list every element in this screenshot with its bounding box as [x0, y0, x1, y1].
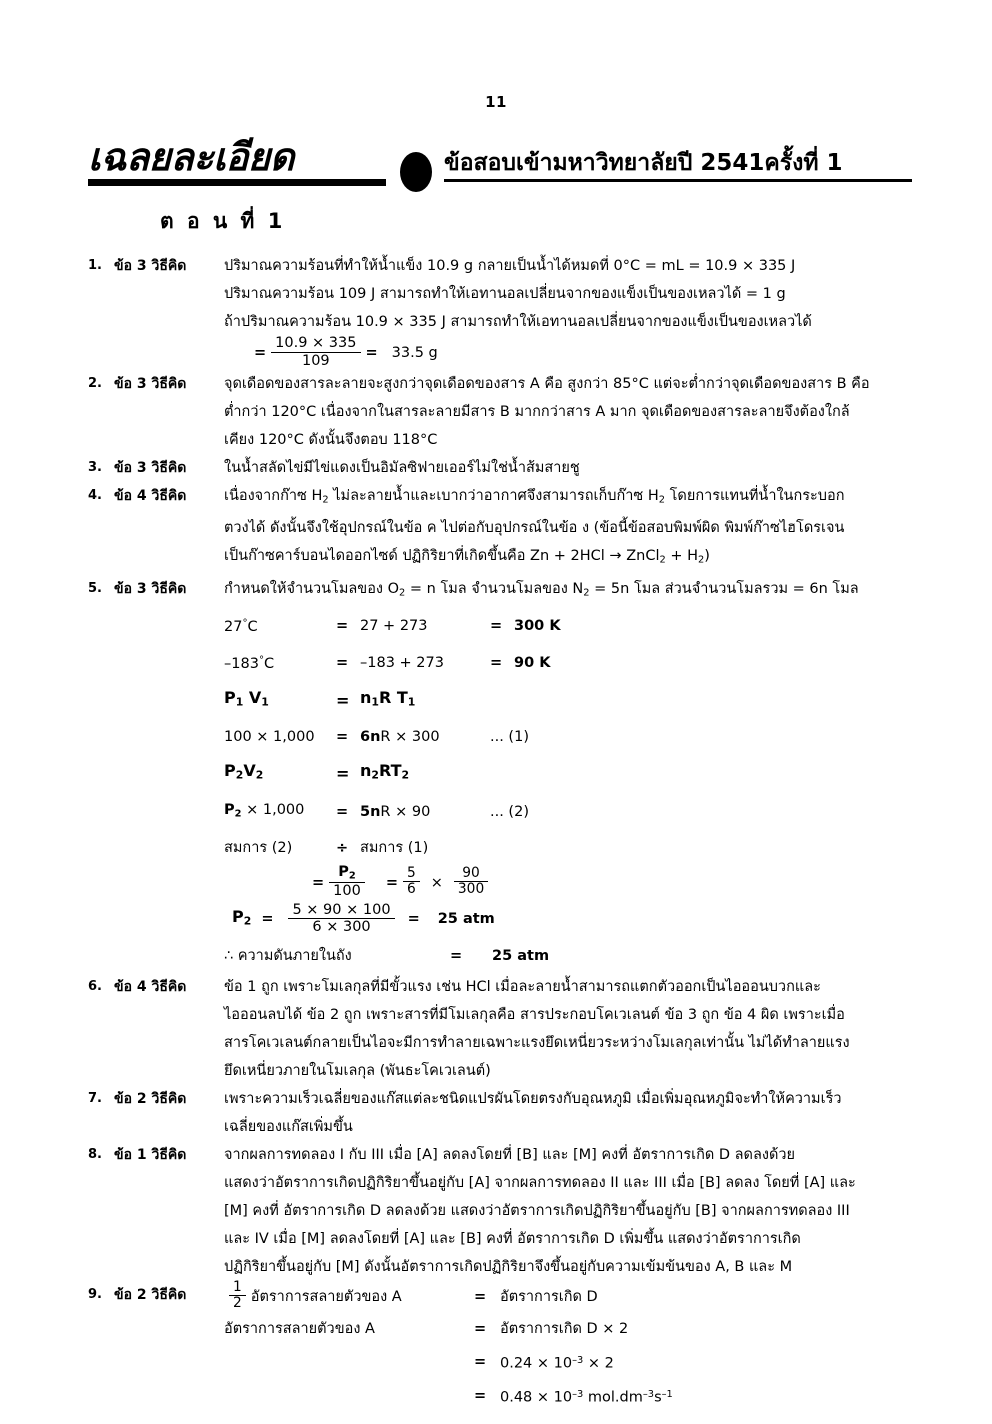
fraction-numerator: 1: [229, 1280, 246, 1296]
answer-line: เป็นก๊าซคาร์บอนไดออกไซด์ ปฏิกิริยาที่เกิดขึ้นคือ Zn + 2HCl → ZnCl$_2$ + $H_2$): [224, 548, 710, 566]
equals-sign: =: [450, 947, 463, 964]
conclusion-label: ∴ ความดันภายในถัง: [224, 947, 352, 964]
equation-row: [224, 1313, 918, 1345]
eq-rhs: $0.24 \times 10^{-3} \times 2$: [500, 1354, 614, 1372]
answer-number: 3.: [88, 460, 102, 475]
answer-item: [88, 454, 918, 482]
eq-mid: 27 + 273: [360, 617, 428, 634]
fraction: [403, 866, 420, 898]
answer-line: เฉลี่ยของแก๊สเพิ่มขึ้น: [224, 1118, 353, 1135]
equation-result: 25 atm: [437, 911, 495, 928]
fraction-denominator: 100: [333, 882, 361, 899]
answer-number: 8.: [88, 1146, 102, 1162]
equals-sign: =: [336, 804, 349, 821]
masthead-brand-block: [88, 135, 388, 186]
eq-rhs: $n_2RT_2$: [360, 761, 410, 782]
answer-number: 1.: [88, 258, 102, 273]
eq-lhs: $P_2V_2$: [224, 761, 264, 782]
equation-row: [224, 1379, 918, 1413]
times-sign: ×: [430, 874, 443, 891]
equation-note: ... (2): [490, 804, 529, 821]
eq-lhs-text: อัตราการสลายตัวของ A: [250, 1288, 402, 1305]
fraction-denominator: 300: [457, 881, 485, 898]
answer-line: [M] คงที่ อัตราการเกิด D ลดลงด้วย แสดงว่าอัตราการเกิดปฏิกิริยาขึ้นอยู่กับ [B] จากผลการทดลอง III: [224, 1202, 850, 1219]
answer-body: [224, 1141, 918, 1281]
answer-item: [88, 482, 918, 575]
eq-mid: –183 + 273: [360, 654, 444, 671]
eq-lhs: 27°C: [224, 618, 258, 636]
answer-item: [88, 252, 918, 370]
equals-sign: =: [474, 1320, 487, 1337]
equals-sign: =: [336, 617, 349, 634]
masthead-brand-rule: [88, 179, 386, 186]
answer-key: ข้อ 4 วิธีคิด: [114, 488, 187, 504]
equals-sign: =: [490, 617, 503, 634]
answer-line: แสดงว่าอัตราการเกิดปฏิกิริยาขึ้นอยู่กับ [A] จากผลการทดลอง II และ III เมื่อ [B] ลดลง โดยที่ [A] และ: [224, 1174, 856, 1191]
eq-rhs: สมการ (1): [360, 840, 429, 857]
answer-body: [224, 1278, 918, 1414]
answer-number: 9.: [88, 1286, 102, 1302]
answer-body: [224, 482, 918, 575]
fraction-numerator: 90: [454, 866, 488, 882]
fraction-denominator: 109: [301, 352, 330, 369]
answer-item: [88, 973, 918, 1085]
answer-line: ตวงได้ ดังนั้นจึงใช้อุปกรณ์ในข้อ ค ไปต่อกับอุปกรณ์ในข้อ ง (ข้อนี้ข้อสอบพิมพ์ผิด พิมพ์ก๊าซไฮโดรเจน: [224, 520, 845, 537]
page-number: 11: [485, 93, 507, 111]
fraction-numerator: 5: [403, 866, 420, 882]
eq-rhs: $n_1R$ $T_1$: [360, 688, 416, 710]
answer-body: [224, 1085, 918, 1141]
bullet-dot-icon: [400, 152, 432, 192]
conclusion-row: [224, 939, 918, 973]
eq-lhs: $P_1$ $V_1$: [224, 688, 269, 710]
answer-body: [224, 252, 918, 370]
eq-rhs: 90 K: [514, 654, 551, 671]
answer-intro-line: กำหนดให้จำนวนโมลของ $O_2 = n$ โมล จำนวนโมลของ $N_2 = 5n$ โมล ส่วนจำนวนโมลรวม = 6n โมล: [224, 580, 859, 599]
answer-key: ข้อ 4 วิธีคิด: [114, 978, 187, 995]
equals-sign: =: [261, 911, 274, 928]
equals-sign: =: [336, 690, 350, 710]
eq-rhs: 300 K: [514, 617, 561, 634]
answer-line: ไอออนลบได้ ข้อ 2 ถูก เพราะสารที่มีโมเลกุลคือ สารประกอบโคเวเลนต์ ข้อ 3 ถูก ข้อ 4 ผิด เพราะเมื่อ: [224, 1006, 845, 1023]
answer-item: [88, 575, 918, 973]
answer-number: 2.: [88, 376, 102, 391]
answer-line: ยึดเหนี่ยวภายในโมเลกุล (พันธะโคเวเลนต์): [224, 1062, 491, 1079]
equation-row: [224, 754, 918, 793]
answer-line: จากผลการทดลอง I กับ III เมื่อ [A] ลดลงโดยที่ [B] และ [M] คงที่ อัตราการเกิด D ลดลงด้วย: [224, 1146, 795, 1163]
answer-key: ข้อ 3 วิธีคิด: [114, 376, 187, 392]
answer-line: ปฏิกิริยาขึ้นอยู่กับ [M] ดังนั้นอัตราการเกิดปฏิกิริยาจึงขึ้นอยู่กับความเข้มข้นของ A, B และ M: [224, 1258, 793, 1275]
equals-sign: =: [254, 345, 267, 361]
fraction-numerator: $P_2$: [329, 864, 365, 882]
equals-sign: =: [336, 729, 349, 746]
answer-line: จุดเดือดของสารละลายจะสูงกว่าจุดเดือดของสาร A คือ สูงกว่า 85°C แต่จะต่ำกว่าจุดเดือดของสาร B คือ: [224, 376, 870, 392]
fraction-denominator: 6: [407, 881, 416, 898]
answer-number: 4.: [88, 488, 102, 503]
answer-line: เนื่องจากก๊าซ $H_2$ ไม่ละลายน้ำและเบากว่าอากาศจึงสามารถเก็บก๊าซ $H_2$ โดยการแทนที่น้ำในกระบอก: [224, 488, 845, 506]
equation-row: [224, 681, 918, 720]
fraction: [288, 902, 394, 935]
answer-item: [88, 1085, 918, 1141]
answer-number: 6.: [88, 978, 102, 994]
masthead-title-block: [444, 150, 914, 182]
fraction-denominator: 6 × 300: [312, 918, 371, 935]
answer-line: ในน้ำสลัดไข่มีไข่แดงเป็นอิมัลซิฟายเออร์ไม่ใช่น้ำส้มสายชู: [224, 460, 580, 476]
answer-key: ข้อ 2 วิธีคิด: [114, 1286, 187, 1303]
fraction-equation-row: [224, 336, 918, 370]
equals-sign: =: [474, 1288, 487, 1305]
divide-sign: ÷: [336, 840, 349, 857]
equation-row: [224, 644, 918, 681]
equals-sign: =: [312, 874, 325, 891]
answer-body: [224, 370, 918, 454]
fraction-equation-row: [224, 900, 918, 939]
fraction-equation-row: [224, 865, 918, 900]
fraction-denominator: 2: [233, 1295, 242, 1312]
eq-rhs: อัตราการเกิด D × 2: [500, 1320, 629, 1337]
answer-line: ถ้าปริมาณความร้อน 10.9 × 335 J สามารถทำให้เอทานอลเปลี่ยนจากของแข็งเป็นของเหลวได้: [224, 314, 812, 330]
eq-lhs: 100 × 1,000: [224, 729, 315, 746]
answer-line: เพราะความเร็วเฉลี่ยของแก๊สแต่ละชนิดแปรผันโดยตรงกับอุณหภูมิ เมื่อเพิ่มอุณหภูมิจะทำให้ความเร็ว: [224, 1090, 842, 1107]
eq-rhs: $0.48 \times 10^{-3}$ $mol.dm^{-3}s^{-1}$: [500, 1389, 673, 1406]
equals-sign: =: [336, 763, 350, 783]
answers-list: [88, 252, 918, 1414]
answer-line: สารโคเวเลนต์กลายเป็นไอจะมีการทำลายเฉพาะแรงยึดเหนี่ยวระหว่างโมเลกุลเท่านั้น ไม่ได้ทำลายแรง: [224, 1034, 850, 1051]
masthead-title-rule: [444, 179, 912, 182]
eq-lhs: –183°C: [224, 655, 275, 673]
equals-sign: =: [490, 654, 503, 671]
answer-item: [88, 1141, 918, 1281]
eq-lhs: อัตราการสลายตัวของ A: [224, 1320, 375, 1337]
answer-key: ข้อ 1 วิธีคิด: [114, 1146, 187, 1163]
equation-row: [224, 793, 918, 831]
answer-body: [224, 575, 918, 973]
answer-item: [88, 1278, 918, 1414]
equation-label: $P_2$: [232, 907, 252, 928]
fraction: [454, 866, 488, 898]
conclusion-value: 25 atm: [492, 947, 550, 964]
masthead: [88, 135, 918, 200]
answer-line: ต่ำกว่า 120°C เนื่องจากในสารละลายมีสาร B มากกว่าสาร A มาก จุดเดือดของสารละลายจึงต้องใกล้: [224, 404, 850, 420]
answer-number: 5.: [88, 580, 102, 596]
answer-line: และ IV เมื่อ [M] ลดลงโดยที่ [A] และ [B] คงที่ อัตราการเกิด D เพิ่มขึ้น แสดงว่าอัตราการเกิด: [224, 1230, 801, 1247]
equation-row: [224, 831, 918, 865]
fraction: [229, 1280, 246, 1312]
masthead-title: ข้อสอบเข้ามหาวิทยาลัยปี 2541ครั้งที่ 1: [444, 150, 843, 176]
equals-sign: =: [336, 654, 349, 671]
fraction-result: 33.5 g: [391, 345, 438, 361]
equals-sign: =: [385, 874, 398, 891]
equation-note: ... (1): [490, 729, 529, 746]
answer-key: ข้อ 3 วิธีคิด: [114, 258, 187, 274]
answer-line: ปริมาณความร้อน 109 J สามารถทำให้เอทานอลเปลี่ยนจากของแข็งเป็นของเหลวได้ = 1 g: [224, 286, 786, 302]
answer-body: [224, 973, 918, 1085]
masthead-brand: เฉลยละเอียด: [88, 135, 294, 179]
answer-key: ข้อ 3 วิธีคิด: [114, 580, 187, 597]
equation-row: [224, 720, 918, 754]
eq-lhs: $P_2 \times 1,000$: [224, 801, 305, 820]
equation-row: [224, 1345, 918, 1379]
equation-row: [224, 1278, 918, 1313]
equation-row: [224, 607, 918, 644]
eq-rhs: 6nR × 300: [360, 729, 440, 746]
fraction-numerator: 10.9 × 335: [271, 335, 360, 352]
answer-key: ข้อ 2 วิธีคิด: [114, 1090, 187, 1107]
answer-line: ปริมาณความร้อนที่ทำให้น้ำแข็ง 10.9 g กลายเป็นน้ำได้หมดที่ 0°C = mL = 10.9 × 335 J: [224, 258, 796, 274]
answer-number: 7.: [88, 1090, 102, 1106]
fraction: [271, 335, 360, 368]
fraction: [329, 864, 365, 899]
equals-sign: =: [365, 345, 378, 361]
answer-key: ข้อ 3 วิธีคิด: [114, 460, 187, 476]
equals-sign: =: [407, 911, 420, 928]
eq-lhs: [224, 1278, 474, 1313]
equals-sign: =: [474, 1388, 487, 1405]
answer-line: เคียง 120°C ดังนั้นจึงตอบ 118°C: [224, 432, 438, 448]
section-label: ต อ น ที่ 1: [160, 209, 286, 233]
fraction-numerator: 5 × 90 × 100: [288, 902, 394, 919]
eq-rhs: 5nR × 90: [360, 804, 431, 821]
answer-item: [88, 370, 918, 454]
eq-lhs: สมการ (2): [224, 840, 293, 857]
equals-sign: =: [474, 1354, 487, 1371]
answer-line: ข้อ 1 ถูก เพราะโมเลกุลที่มีขั้วแรง เช่น HCl เมื่อละลายน้ำสามารถแตกตัวออกเป็นไอออนบวกและ: [224, 978, 821, 995]
answer-body: [224, 454, 918, 482]
eq-rhs: อัตราการเกิด D: [500, 1288, 598, 1305]
